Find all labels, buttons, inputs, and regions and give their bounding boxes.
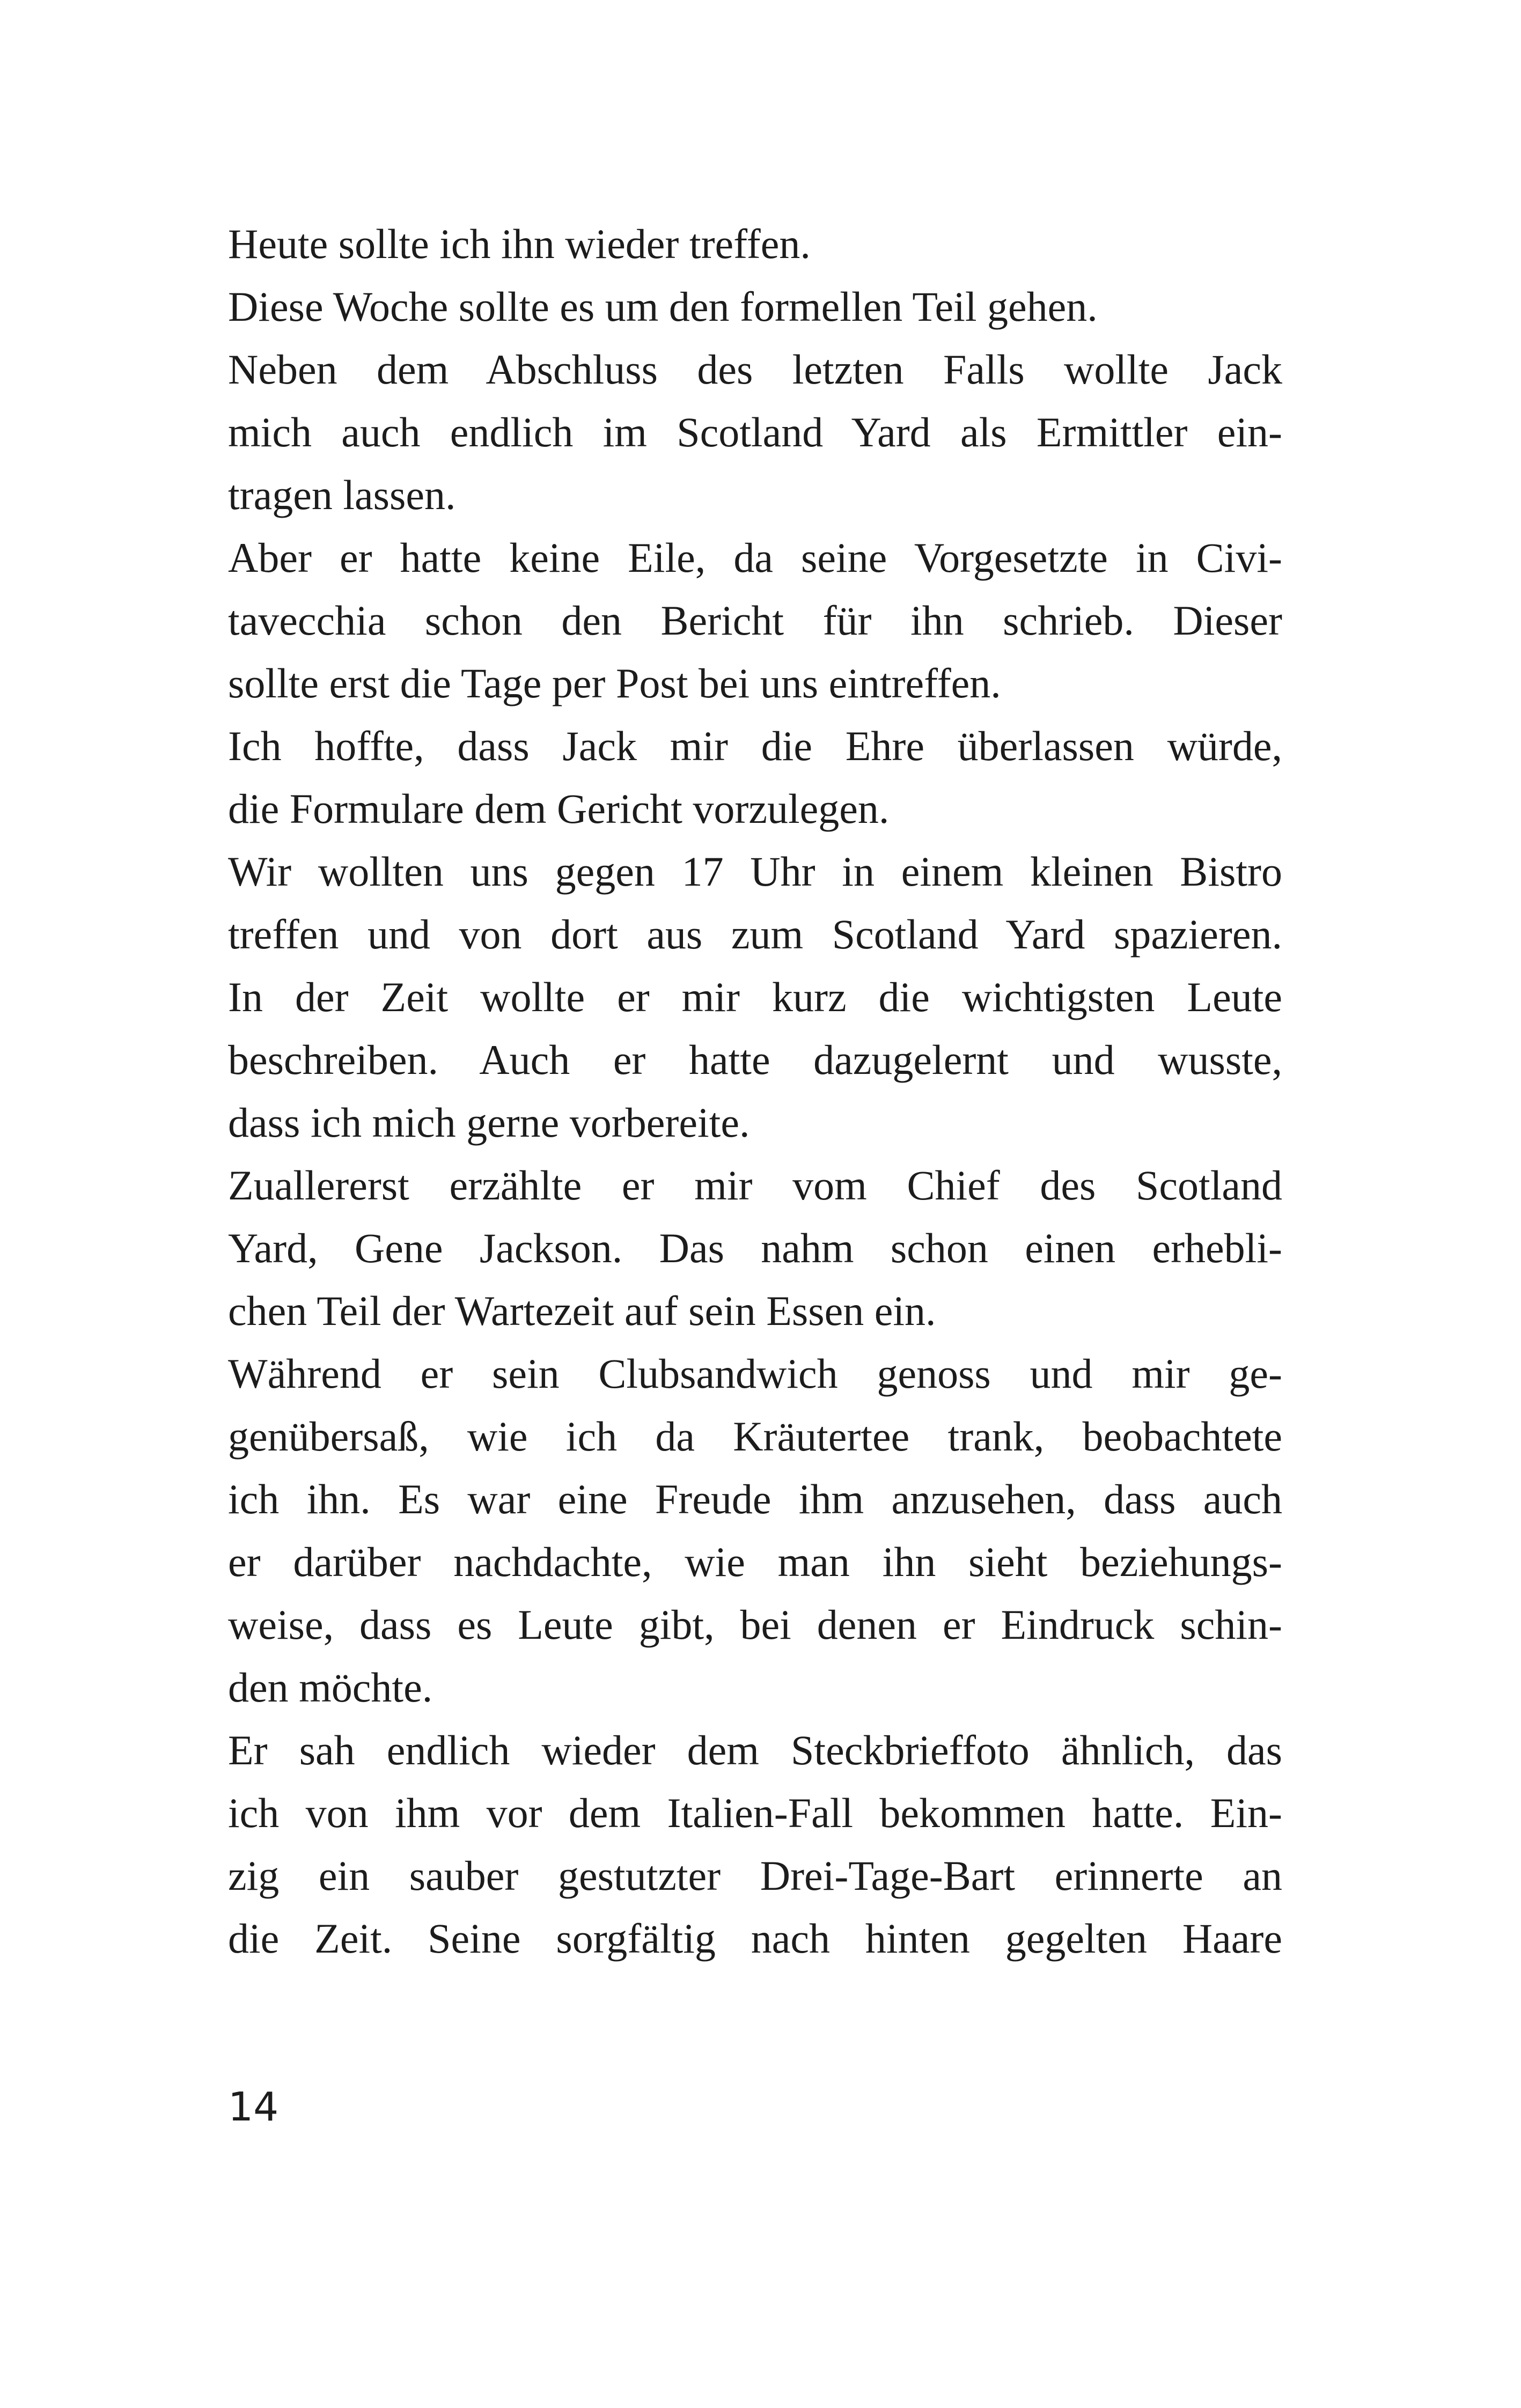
text-line: Yard, Gene Jackson. Das nahm schon einen erhebli- (228, 1225, 1282, 1271)
text-line: genübersaß, wie ich da Kräutertee trank, beobachtete (228, 1413, 1282, 1460)
text-line: Ich hoffte, dass Jack mir die Ehre überlassen würde, (228, 723, 1282, 769)
text-line: die Formulare dem Gericht vorzulegen. (228, 785, 890, 832)
text-line: tavecchia schon den Bericht für ihn schrieb. Dieser (228, 597, 1282, 644)
text-line: die Zeit. Seine sorgfältig nach hinten gegelten Haare (228, 1915, 1282, 1962)
text-line: sollte erst die Tage per Post bei uns eintreffen. (228, 660, 1001, 706)
text-line: Diese Woche sollte es um den formellen Teil gehen. (228, 283, 1098, 330)
text-line: Neben dem Abschluss des letzten Falls wollte Jack (228, 346, 1282, 393)
text-line: chen Teil der Wartezeit auf sein Essen ein. (228, 1287, 936, 1334)
text-line: zig ein sauber gestutzter Drei-Tage-Bart erinnerte an (228, 1852, 1282, 1899)
text-line: Wir wollten uns gegen 17 Uhr in einem kleinen Bistro (228, 848, 1282, 895)
text-line: den möchte. (228, 1664, 433, 1711)
text-line: treffen und von dort aus zum Scotland Yard spazieren. (228, 911, 1282, 958)
text-line: beschreiben. Auch er hatte dazugelernt und wusste, (228, 1036, 1282, 1083)
text-line: Aber er hatte keine Eile, da seine Vorgesetzte in Civi- (228, 534, 1282, 581)
body-text (228, 212, 1282, 1970)
text-line: er darüber nachdachte, wie man ihn sieht beziehungs- (228, 1538, 1282, 1585)
text-line: Zuallererst erzählte er mir vom Chief des Scotland (228, 1162, 1282, 1209)
text-line: tragen lassen. (228, 472, 456, 518)
text-line: In der Zeit wollte er mir kurz die wichtigsten Leute (228, 974, 1282, 1020)
text-line: dass ich mich gerne vorbereite. (228, 1099, 750, 1146)
text-line: Während er sein Clubsandwich genoss und mir ge- (228, 1350, 1282, 1397)
page-number: 14 (228, 2084, 279, 2130)
text-line: Heute sollte ich ihn wieder treffen. (228, 220, 811, 267)
text-line: ich von ihm vor dem Italien-Fall bekommen hatte. Ein- (228, 1790, 1282, 1836)
text-line: Er sah endlich wieder dem Steckbrieffoto ähnlich, das (228, 1727, 1282, 1773)
text-line: mich auch endlich im Scotland Yard als Ermittler ein- (228, 409, 1282, 455)
text-line: weise, dass es Leute gibt, bei denen er Eindruck schin- (228, 1601, 1282, 1648)
text-line: ich ihn. Es war eine Freude ihm anzusehen, dass auch (228, 1476, 1282, 1522)
